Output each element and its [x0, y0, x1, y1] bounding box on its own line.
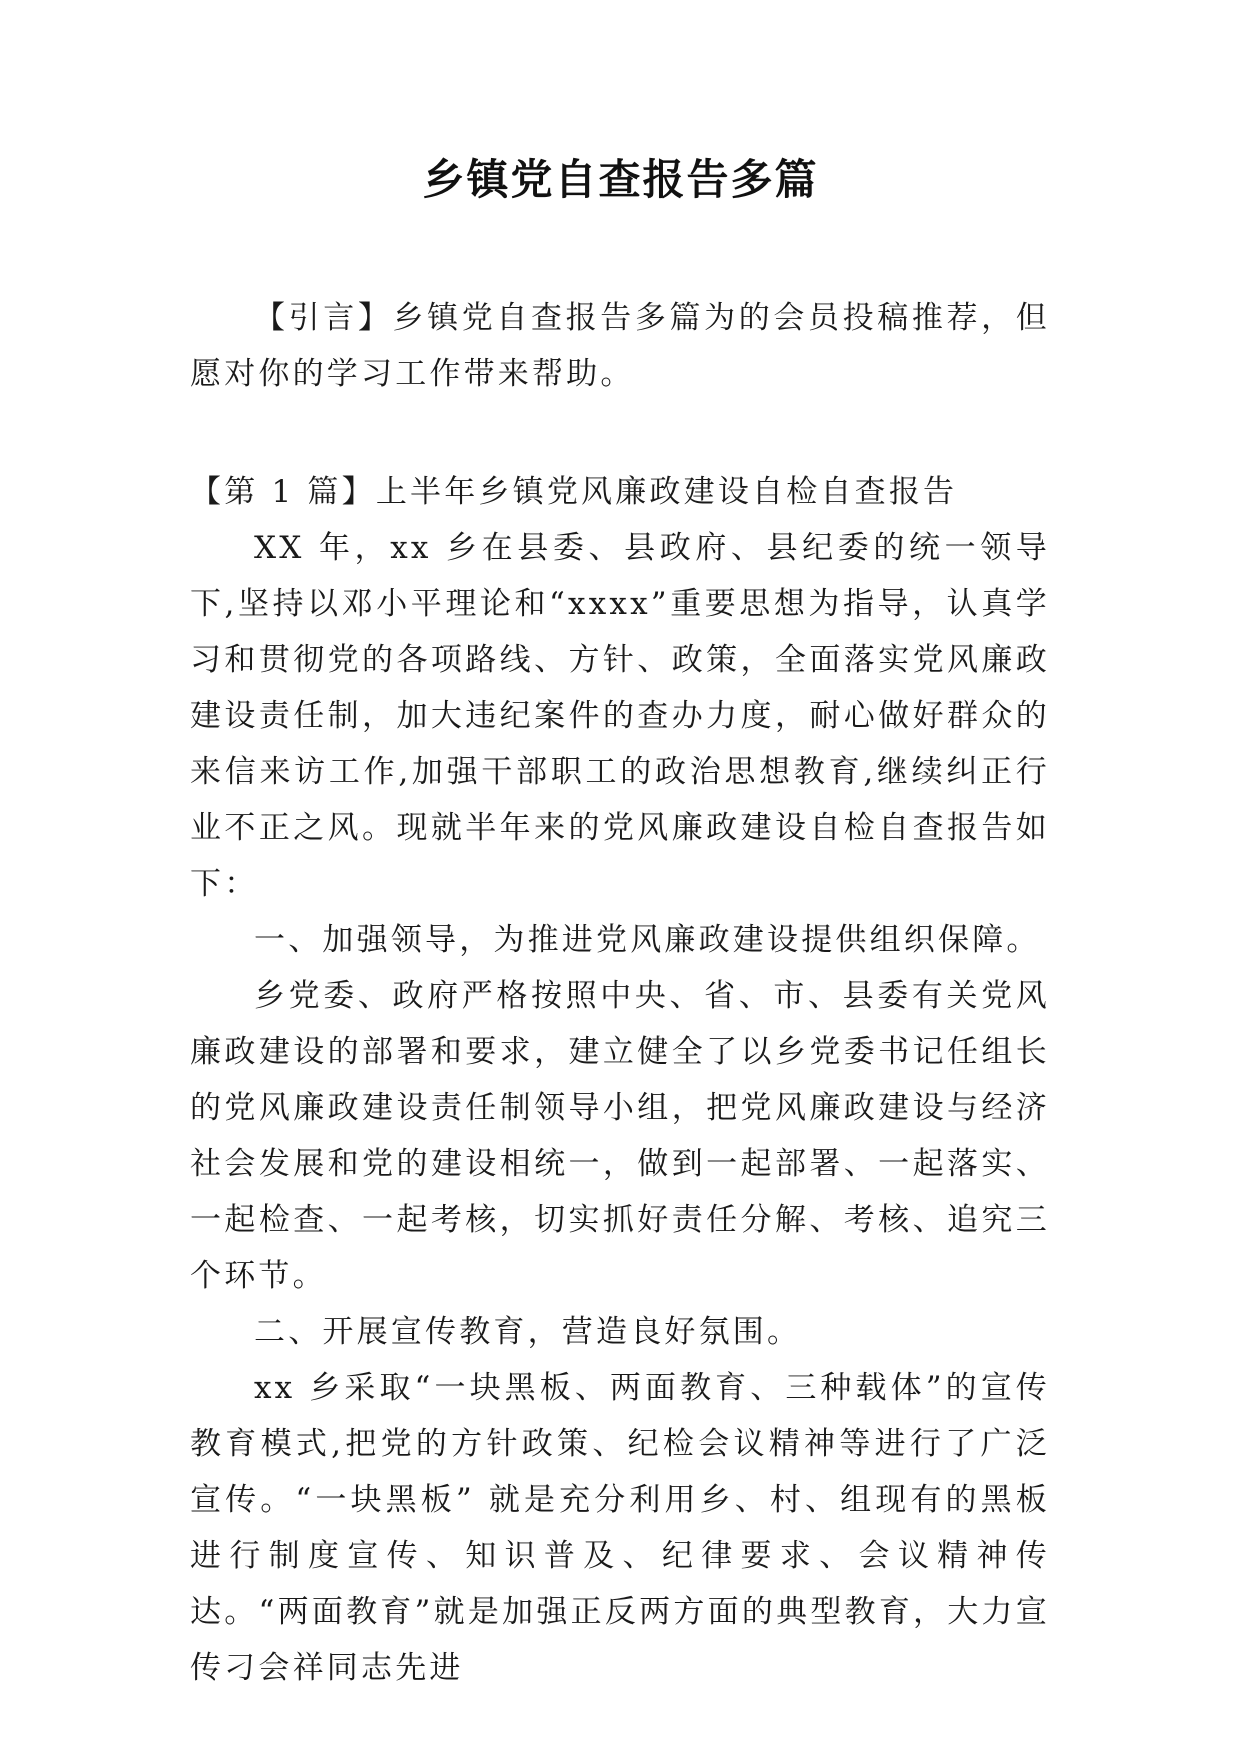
paragraph-2: 乡党委、政府严格按照中央、省、市、县委有关党风廉政建设的部署和要求，建立健全了以乡党委书记任组长的党风廉政建设责任制领导小组，把党风廉政建设与经济社会发展和党的建设相统一，做到一起部署、一起落实、一起检查、一起考核，切实抓好责任分解、考核、追究三个环节。	[190, 978, 1050, 1294]
intro-paragraph: 【引言】乡镇党自查报告多篇为的会员投稿推荐，但愿对你的学习工作带来帮助。	[190, 300, 1050, 392]
document-title: 乡镇党自查报告多篇	[422, 155, 819, 204]
section-title: 【第 1 篇】上半年乡镇党风廉政建设自检自查报告	[190, 474, 958, 510]
paragraph-1: XX 年，xx 乡在县委、县政府、县纪委的统一领导下,坚持以邓小平理论和“xxxx”重要思想为指导，认真学习和贯彻党的各项路线、方针、政策，全面落实党风廉政建设责任制，加大违纪案件的查办力度，耐心做好群众的来信来访工作,加强干部职工的政治思想教育,继续纠正行业不正之风。现就半年来的党风廉政建设自检自查报告如下：	[190, 530, 1050, 902]
paragraph-heading-2: 二、开展宣传教育，营造良好氛围。	[254, 1314, 802, 1350]
section-1	[190, 464, 1050, 1696]
paragraph-3: xx 乡采取“一块黑板、两面教育、三种载体”的宣传教育模式,把党的方针政策、纪检会议精神等进行了广泛宣传。“一块黑板” 就是充分利用乡、村、组现有的黑板进行制度宣传、知识普及、纪律要求、会议精神传达。“两面教育”就是加强正反两方面的典型教育，大力宣传刁会祥同志先进	[190, 1370, 1050, 1686]
paragraph-heading-1: 一、加强领导，为推进党风廉政建设提供组织保障。	[254, 922, 1041, 958]
